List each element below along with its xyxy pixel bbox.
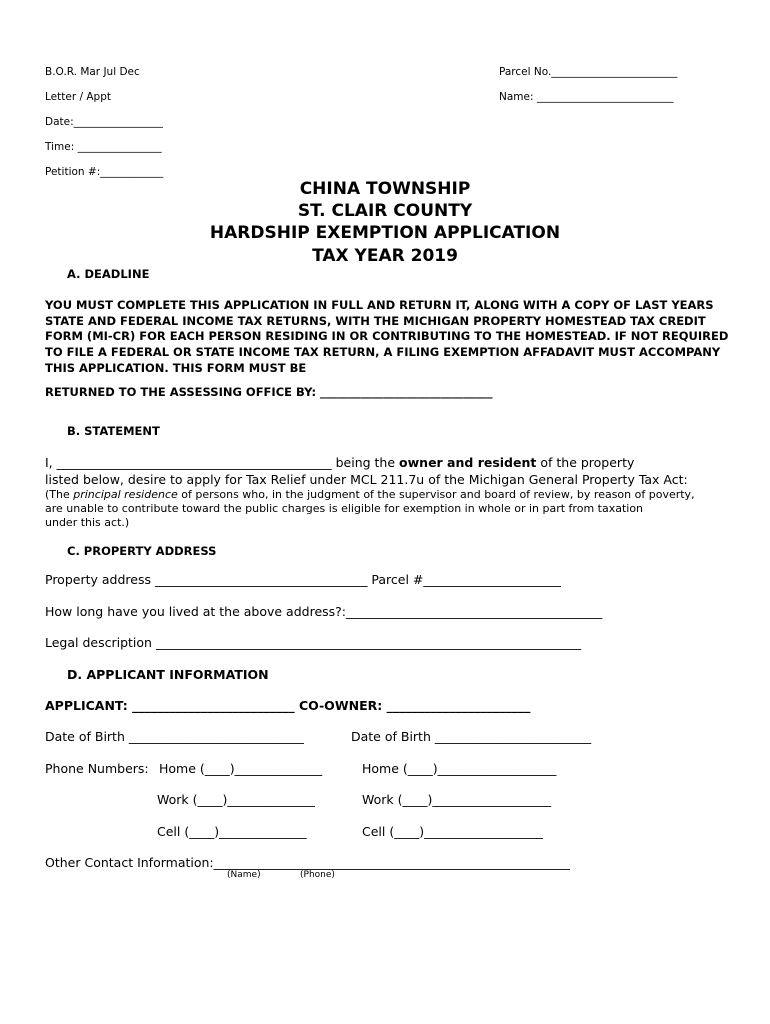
statement-name-blank[interactable]: I, ____________________________________________ being the [45, 455, 400, 470]
section-c-heading: C. PROPERTY ADDRESS [67, 544, 217, 558]
statement-line-2: listed below, desire to apply for Tax Relief under MCL 211.7u of the Michigan General Property Tax Act: [45, 472, 688, 487]
phone-caption: (Phone) [300, 870, 335, 880]
title-township: CHINA TOWNSHIP [299, 179, 471, 199]
applicant-dob-field[interactable]: Date of Birth ____________________________ [45, 729, 304, 744]
name-caption: (Name) [227, 870, 261, 880]
how-long-field[interactable]: How long have you lived at the above address?:_________________________________________ [45, 604, 603, 619]
statement-note-line-1 [45, 488, 695, 501]
coowner-dob-field[interactable]: Date of Birth _________________________ [351, 729, 592, 744]
owner-resident-text: owner and resident [399, 455, 537, 470]
coowner-home-phone[interactable]: Home (____)___________________ [362, 761, 557, 776]
statement-line-1[interactable] [45, 455, 634, 470]
petition-field[interactable]: Petition #:____________ [45, 166, 164, 178]
section-b-heading: B. STATEMENT [67, 424, 160, 438]
date-field[interactable]: Date:_________________ [45, 116, 163, 128]
coowner-work-phone[interactable]: Work (____)___________________ [362, 792, 552, 807]
phone-numbers-label: Phone Numbers: [45, 761, 149, 776]
principal-residence-text: principal residence [73, 488, 178, 501]
note-open: (The [45, 488, 74, 501]
deadline-paragraph: YOU MUST COMPLETE THIS APPLICATION IN FULL AND RETURN IT, ALONG WITH A COPY OF LAST YEARS STATE AND FEDERAL INCOME TAX RETURNS, WITH THE MICHIGAN PROPERTY HOMESTEAD TAX CREDIT FORM (MI-CR) FOR EACH PERSON RESIDING IN OR CONTRIBUTING TO THE HOMESTEAD. IF NOT REQUIRED TO FILE A FEDERAL OR STATE INCOME TAX RETURN, A FILING EXEMPTION AFFADAVIT MUST ACCOMPANY THIS APPLICATION. THIS FORM MUST BE [45, 298, 729, 375]
applicant-cell-phone[interactable]: Cell (____)______________ [157, 824, 307, 839]
title-application: HARDSHIP EXEMPTION APPLICATION [209, 223, 561, 243]
section-d-heading: D. APPLICANT INFORMATION [67, 667, 269, 682]
applicant-coowner-field[interactable]: APPLICANT: __________________________ CO-OWNER: _______________________ [45, 698, 531, 713]
other-contact-field[interactable]: Other Contact Information:_________________________________________________________ [45, 855, 570, 870]
bor-months: B.O.R. Mar Jul Dec [45, 66, 140, 78]
parcel-no-field[interactable]: Parcel No.________________________ [499, 66, 678, 78]
coowner-cell-phone[interactable]: Cell (____)___________________ [362, 824, 543, 839]
returned-by-field[interactable]: RETURNED TO THE ASSESSING OFFICE BY: ______________________________ [45, 385, 493, 399]
name-field[interactable]: Name: __________________________ [499, 91, 674, 103]
section-a-heading: A. DEADLINE [67, 267, 150, 281]
property-address-field[interactable]: Property address __________________________________ Parcel #______________________ [45, 572, 561, 587]
applicant-work-phone[interactable]: Work (____)______________ [157, 792, 315, 807]
legal-description-field[interactable]: Legal description ____________________________________________________________________ [45, 635, 581, 650]
statement-note-line-2: are unable to contribute toward the public charges is eligible for exemption in whole or in part from taxation [45, 502, 644, 515]
applicant-home-phone[interactable]: Home (____)______________ [159, 761, 323, 776]
title-county: ST. CLAIR COUNTY [297, 201, 473, 221]
time-field[interactable]: Time: ________________ [45, 141, 162, 153]
note-rest: of persons who, in the judgment of the supervisor and board of review, by reason of poverty, [177, 488, 695, 501]
statement-line-1-end: of the property [536, 455, 635, 470]
title-tax-year: TAX YEAR 2019 [312, 246, 458, 266]
statement-note-line-3: under this act.) [45, 516, 130, 529]
letter-appt: Letter / Appt [45, 91, 111, 103]
